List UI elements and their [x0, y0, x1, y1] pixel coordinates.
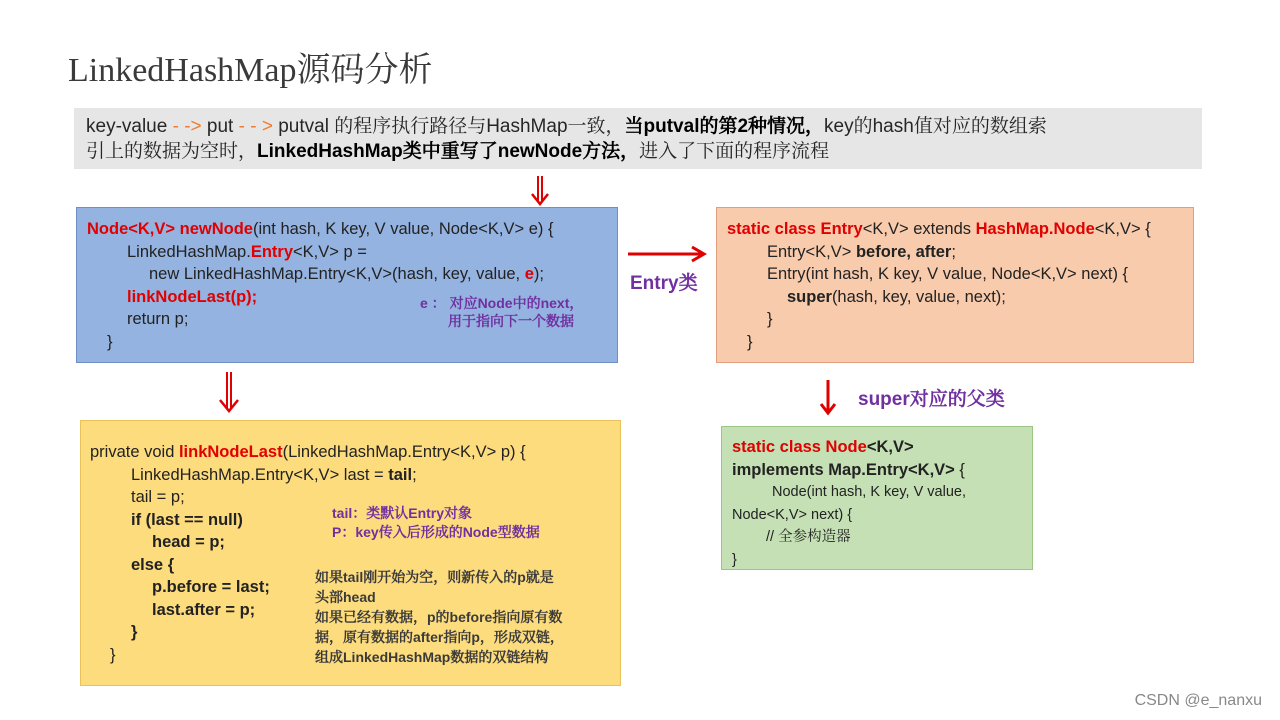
newnode-line-3: [87, 263, 607, 286]
entry-line-5: }: [767, 310, 773, 328]
intro-key-value: key-value: [86, 116, 168, 137]
node-brace: {: [954, 460, 965, 479]
link-note-tail: tail：类默认Entry对象: [332, 505, 473, 521]
entry-super-args: (hash, key, value, next);: [831, 287, 1006, 306]
node-line-3: Node(int hash, K key, V value,: [772, 484, 966, 500]
down-arrow-icon: [818, 380, 838, 416]
down-double-arrow-icon: [530, 176, 550, 206]
link-line-3: tail = p;: [131, 488, 185, 506]
node-line-5: // 全参构造器: [766, 529, 851, 545]
link-method-name: linkNodeLast: [178, 443, 283, 461]
node-class-box: [721, 426, 1033, 570]
node-line-4: Node<K,V> next) {: [732, 506, 853, 523]
right-arrow-icon: [628, 244, 708, 264]
newnode-note-1: e ： 对应Node中的next，: [420, 295, 584, 311]
entry-type: Entry<K,V>: [767, 242, 856, 261]
node-line-2: [732, 459, 1022, 482]
link-line-9: }: [131, 623, 138, 641]
newnode-line-6: }: [107, 332, 113, 351]
newnode-new-entry: new LinkedHashMap.Entry<K,V>(hash, key, value,: [149, 265, 525, 283]
node-implements: implements Map.Entry<K,V>: [732, 460, 955, 479]
entry-super: super: [787, 287, 832, 306]
newnode-method-box: [76, 207, 618, 363]
link-semicolon: ;: [412, 465, 417, 484]
link-line-2: [90, 464, 611, 487]
entry-class-label: Entry类: [630, 273, 698, 294]
intro-text-3: 引上的数据为空时，: [86, 141, 258, 162]
entry-hashmap-node: HashMap.Node: [975, 220, 1095, 238]
intro-arrow-2: - - >: [233, 116, 279, 137]
link-line-6: else {: [131, 555, 175, 574]
entry-line-2: [727, 241, 1183, 264]
intro-line-2: [86, 139, 1190, 164]
intro-bold-1: 当putval的第2种情况，: [624, 116, 825, 137]
node-line-6: }: [732, 551, 737, 568]
intro-arrow-1: - ->: [167, 116, 207, 137]
intro-put: put: [206, 116, 234, 137]
node-line-1: [732, 436, 1022, 459]
link-line-10: }: [110, 645, 116, 664]
entry-generic: <K,V> {: [1094, 220, 1151, 238]
intro-text-1: putval 的程序执行路径与HashMap一致，: [278, 116, 625, 137]
entry-class-box: [716, 207, 1194, 363]
newnode-line-4: linkNodeLast(p);: [127, 287, 258, 306]
newnode-params: (int hash, K key, V value, Node<K,V> e) {: [252, 220, 554, 238]
intro-text-4: 进入了下面的程序流程: [639, 141, 830, 162]
link-desc-2: 头部head: [315, 589, 376, 605]
intro-bold-2: LinkedHashMap类中重写了newNode方法，: [257, 141, 640, 162]
link-desc-1: 如果tail刚开始为空，则新传入的p就是: [315, 569, 554, 585]
link-params: (LinkedHashMap.Entry<K,V> p) {: [282, 443, 526, 461]
entry-line-3: Entry(int hash, K key, V value, Node<K,V> next) {: [767, 265, 1129, 283]
entry-line-1: [727, 218, 1183, 241]
newnode-signature: Node<K,V> newNode: [87, 220, 253, 238]
link-private-void: private void: [90, 443, 179, 461]
entry-static-class: static class Entry: [727, 220, 863, 238]
link-desc-3: 如果已经有数据，p的before指向原有数: [315, 609, 563, 625]
down-double-arrow-icon-2: [218, 372, 240, 414]
link-line-4: if (last == null): [131, 510, 243, 529]
link-desc-5: 组成LinkedHashMap数据的双链结构: [315, 649, 549, 665]
entry-semicolon: ;: [951, 242, 956, 261]
intro-text-2: key的hash值对应的数组索: [824, 116, 1047, 137]
page-title: LinkedHashMap源码分析: [68, 52, 433, 89]
entry-extends: <K,V> extends: [862, 220, 976, 238]
link-line-5: head = p;: [152, 533, 225, 551]
newnode-entry: Entry: [250, 242, 294, 261]
link-last-decl: LinkedHashMap.Entry<K,V> last =: [131, 465, 389, 484]
newnode-line-1: [87, 218, 607, 241]
intro-line-1: [86, 114, 1190, 139]
entry-before-after: before, after: [855, 242, 952, 261]
link-line-1: [90, 441, 611, 464]
intro-text-box: [74, 108, 1202, 169]
link-line-8: last.after = p;: [152, 600, 256, 619]
newnode-e-arg: e: [524, 265, 534, 283]
watermark: CSDN @e_nanxu: [1134, 692, 1262, 709]
entry-line-4: [727, 286, 1183, 309]
entry-line-6: }: [747, 332, 753, 351]
node-static-class: static class Node: [732, 438, 867, 456]
newnode-note-2: 用于指向下一个数据: [448, 313, 574, 329]
link-description: [315, 567, 615, 667]
link-note-p: P：key传入后形成的Node型数据: [332, 524, 540, 540]
newnode-line-5: return p;: [127, 310, 189, 328]
link-tail: tail: [388, 465, 413, 484]
link-line-7: p.before = last;: [152, 578, 270, 596]
newnode-line-2: [87, 241, 607, 264]
super-parent-label: super对应的父类: [858, 389, 1005, 410]
newnode-lhm: LinkedHashMap.: [127, 242, 251, 261]
newnode-close-paren: );: [533, 265, 545, 283]
link-desc-4: 据，原有数据的after指向p，形成双链，: [315, 629, 564, 645]
node-generic: <K,V>: [866, 438, 914, 456]
newnode-p-decl: <K,V> p =: [293, 242, 367, 261]
